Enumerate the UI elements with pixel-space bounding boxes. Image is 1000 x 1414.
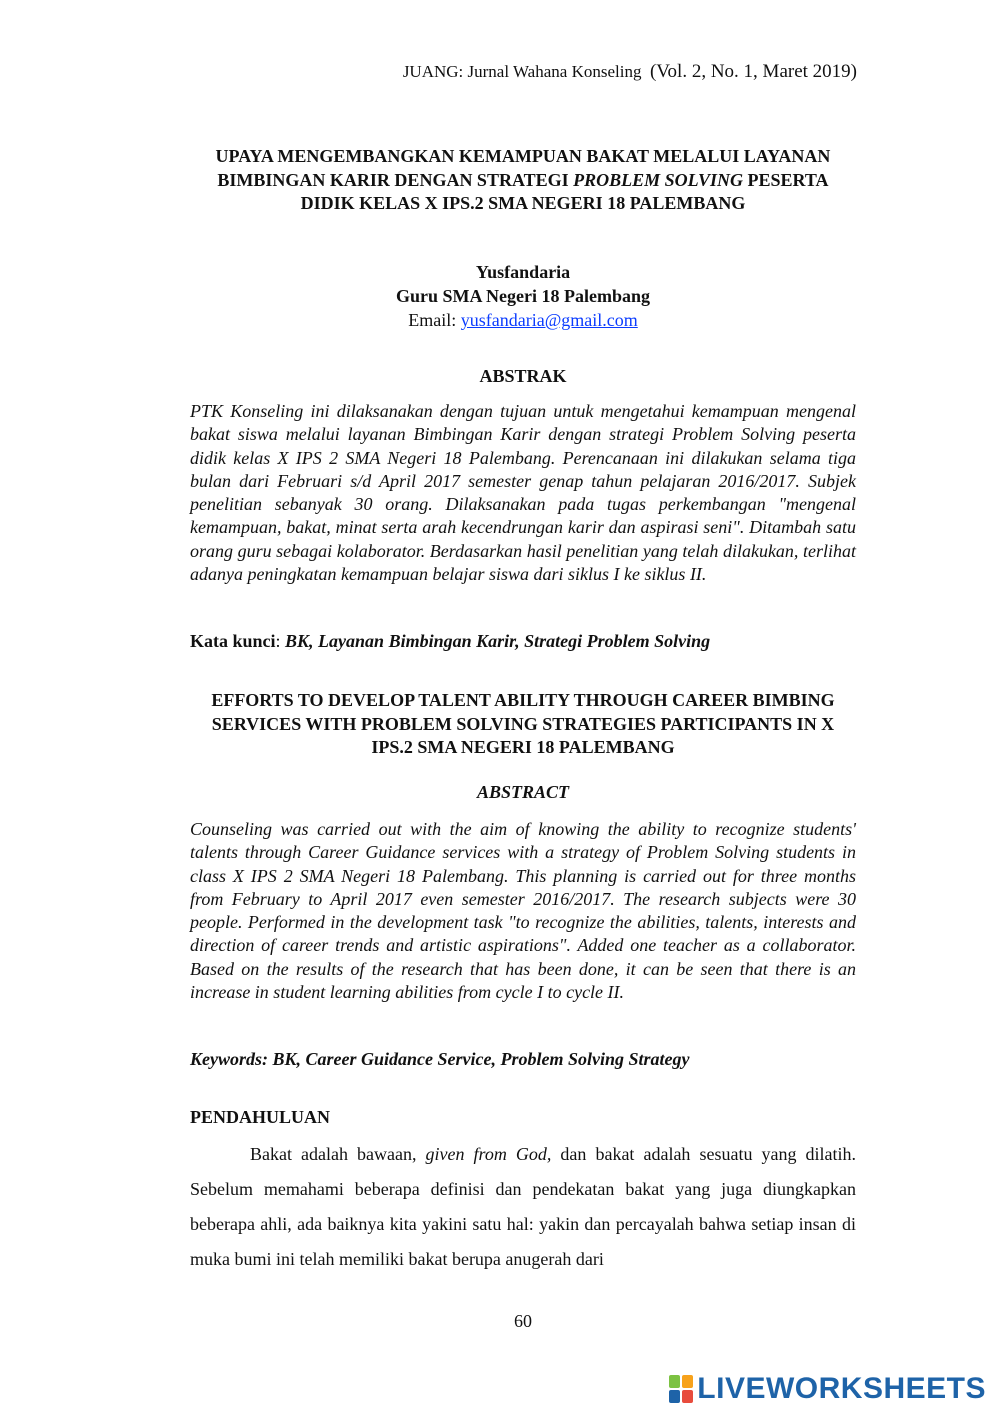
intro-italic: given from God, xyxy=(425,1144,552,1164)
running-header xyxy=(0,61,857,83)
abstrak-heading: ABSTRAK xyxy=(479,366,567,386)
abstrak-text: PTK Konseling ini dilaksanakan dengan tujuan untuk mengetahui kemampuan mengenal bakat siswa melalui layanan Bimbingan Karir dengan strategi Problem Solving peserta didik kelas X IPS 2 SMA Negeri 18 Palembang. Perencanaan ini dilakukan selama tiga bulan dari Februari s/d April 2017 semester genap tahun pelajaran 2016/2017. Subjek penelitian sebanyak 30 orang. Dilaksanakan pada tugas perkembangan "mengenal kemampuan, bakat, minat serta arah kecendrungan karir dan aspirasi seni". Ditambah satu orang guru sebagai kolaborator. Berdasarkan hasil penelitian yang telah dilakukan, terlihat adanya peningkatan kemampuan belajar siswa dari siklus I ke siklus II. xyxy=(190,401,856,585)
kata-kunci: Kata kunci: BK, Layanan Bimbingan Karir, Strategi Problem Solving xyxy=(190,631,711,651)
title-italic-term: PROBLEM SOLVING xyxy=(573,169,743,190)
article-title-indonesian: UPAYA MENGEMBANGKAN KEMAMPUAN BAKAT MELALUI LAYANAN BIMBINGAN KARIR DENGAN STRATEGI PROBLEM SOLVING PESERTA DIDIK KELAS X IPS.2 SMA NEGERI 18 PALEMBANG xyxy=(215,146,831,213)
section-heading-pendahuluan: PENDAHULUAN xyxy=(190,1107,331,1127)
author-email-link[interactable]: yusfandaria@gmail.com xyxy=(460,310,638,330)
abstract-text: Counseling was carried out with the aim of knowing the ability to recognize students' talents through Career Guidance services with a strategy of Problem Solving students in class X IPS 2 SMA Negeri 18 Palembang. This planning is carried out for three months from February to April 2017 even semester 2016/2017. The research subjects were 30 people. Performed in the development task "to recognize the abilities, talents, interests and direction of career trends and artistic aspirations". Added one teacher as a collaborator. Based on the results of the research that has been done, it can be seen that there is an increase in student learning abilities from cycle I to cycle II. xyxy=(190,819,856,1003)
abstract-heading: ABSTRACT xyxy=(476,782,570,802)
kata-kunci-value: BK, Layanan Bimbingan Karir, Strategi Problem Solving xyxy=(285,631,711,651)
kata-kunci-label: Kata kunci xyxy=(190,631,276,651)
author-name: Yusfandaria xyxy=(475,262,571,282)
author-email-line: Email: yusfandaria@gmail.com xyxy=(408,310,638,330)
journal-name: JUANG: Jurnal Wahana Konseling xyxy=(402,62,642,81)
author-affiliation: Guru SMA Negeri 18 Palembang xyxy=(396,286,650,306)
article-title-english: EFFORTS TO DEVELOP TALENT ABILITY THROUGH CAREER BIMBING SERVICES WITH PROBLEM SOLVING STRATEGIES PARTICIPANTS IN X IPS.2 SMA NEGERI 18 PALEMBANG xyxy=(211,690,835,757)
intro-paragraph: Bakat adalah bawaan, given from God, dan bakat adalah sesuatu yang dilatih. Sebelum memahami beberapa definisi dan pendekatan bakat yang juga diungkapkan beberapa ahli, ada baiknya kita yakini satu hal: yakin dan percayalah bahwa setiap insan di muka bumi ini telah memiliki bakat berupa anugerah dari xyxy=(190,1144,856,1269)
journal-volume: (Vol. 2, No. 1, Maret 2019) xyxy=(649,61,857,82)
author-block xyxy=(190,260,856,332)
liveworksheets-logo-icon xyxy=(669,1375,693,1403)
page-number: 60 xyxy=(514,1311,532,1331)
liveworksheets-watermark xyxy=(669,1372,986,1406)
liveworksheets-text: LIVEWORKSHEETS xyxy=(697,1372,986,1405)
keywords: Keywords: BK, Career Guidance Service, Problem Solving Strategy xyxy=(190,1049,690,1069)
